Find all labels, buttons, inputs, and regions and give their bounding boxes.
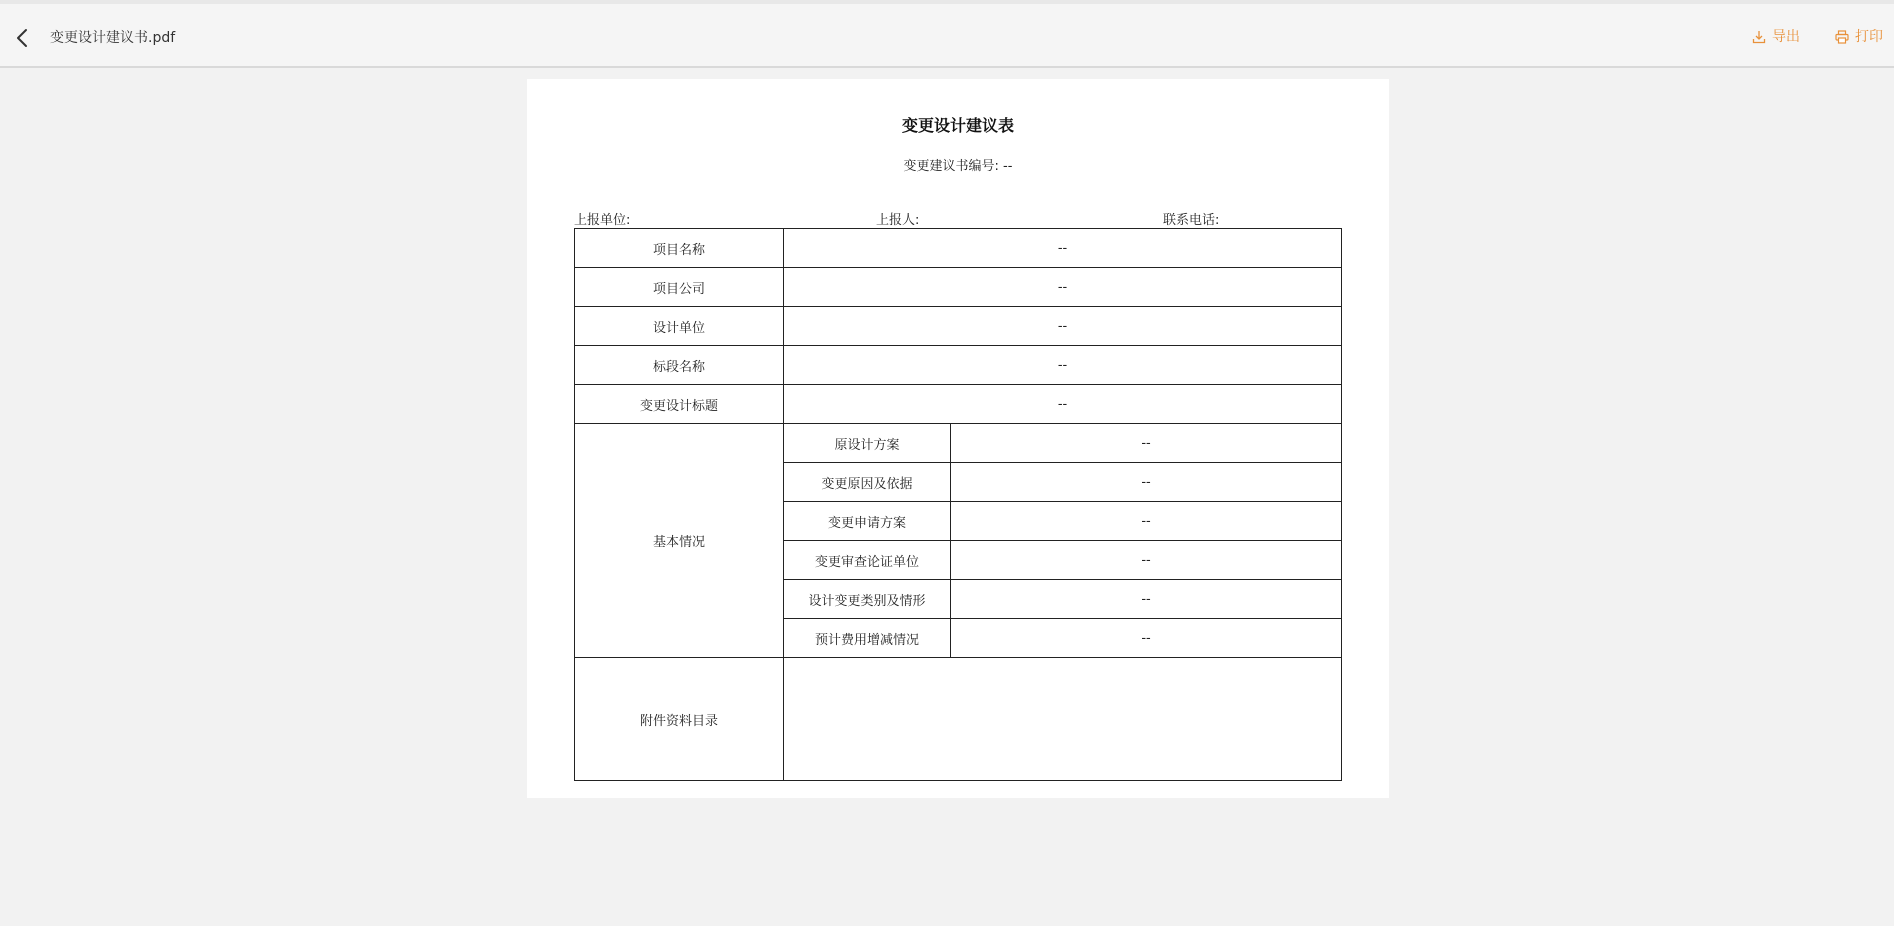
row-label: 标段名称 [575,346,784,385]
printer-icon [1835,30,1849,44]
form-number: 变更建议书编号: -- [903,159,1013,174]
document-page [527,79,1389,798]
row-label: 设计单位 [575,307,784,346]
export-button[interactable] [1752,28,1800,46]
report-unit-label: 上报单位: [574,213,631,228]
table-row [575,229,1342,268]
row-label: 项目公司 [575,268,784,307]
top-toolbar [0,0,1894,68]
sub-row-label: 原设计方案 [784,424,951,463]
download-icon [1752,30,1766,44]
sub-row-label: 变更审查论证单位 [784,541,951,580]
table-row [575,307,1342,346]
table-row [575,268,1342,307]
sub-row-value: -- [951,463,1342,502]
row-label: 变更设计标题 [575,385,784,424]
form-title: 变更设计建议表 [901,116,1014,135]
attachments-value [784,658,1342,781]
export-label: 导出 [1772,29,1800,45]
row-value: -- [784,307,1342,346]
table-row [575,385,1342,424]
back-button[interactable] [12,26,34,50]
sub-row-value: -- [951,580,1342,619]
sub-row-value: -- [951,424,1342,463]
print-label: 打印 [1855,29,1883,45]
row-value: -- [784,229,1342,268]
row-value: -- [784,385,1342,424]
sub-row-value: -- [951,541,1342,580]
proposal-table [574,228,1342,781]
print-button[interactable] [1835,28,1883,46]
table-row [575,424,1342,463]
chevron-left-icon [12,26,34,50]
phone-label: 联系电话: [1163,213,1220,228]
attachments-label: 附件资料目录 [575,658,784,781]
sub-row-label: 变更申请方案 [784,502,951,541]
table-row [575,658,1342,781]
sub-row-label: 设计变更类别及情形 [784,580,951,619]
table-row [575,346,1342,385]
sub-row-label: 预计费用增减情况 [784,619,951,658]
sub-row-value: -- [951,502,1342,541]
reporter-label: 上报人: [876,213,920,228]
row-label: 项目名称 [575,229,784,268]
row-value: -- [784,268,1342,307]
sub-row-label: 变更原因及依据 [784,463,951,502]
basic-info-label: 基本情况 [575,424,784,658]
file-name: 变更设计建议书.pdf [50,30,176,46]
sub-row-value: -- [951,619,1342,658]
row-value: -- [784,346,1342,385]
